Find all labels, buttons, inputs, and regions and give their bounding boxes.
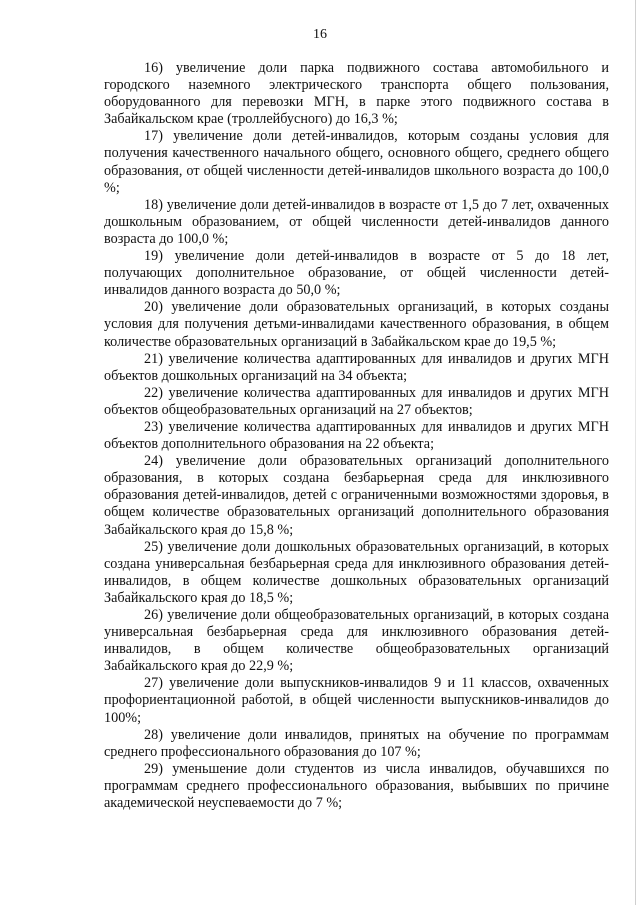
scan-edge-line bbox=[635, 0, 636, 905]
list-item-21: 21) увеличение количества адаптированных для инвалидов и других МГН объектов дошкольных организаций на 34 объекта; bbox=[104, 350, 609, 384]
list-item-23: 23) увеличение количества адаптированных для инвалидов и других МГН объектов дополнительного образования на 22 объекта; bbox=[104, 418, 609, 453]
list-item-18: 18) увеличение доли детей-инвалидов в возрасте от 1,5 до 7 лет, охваченных дошкольным образованием, от общей численности детей-инвалидов данного возраста до 100,0 %; bbox=[104, 196, 609, 247]
list-item-25: 25) увеличение доли дошкольных образовательных организаций, в которых создана универсальная безбарьерная среда для инклюзивного образования детей-инвалидов, в общем количестве дошкольных образовательных организаций Забайкальского края до 18,5 %; bbox=[104, 538, 609, 606]
list-item-20: 20) увеличение доли образовательных организаций, в которых созданы условия для получения детьми-инвалидами качественного образования, в общем количестве образовательных организаций в Забайкальском крае до 19,5 %; bbox=[104, 299, 609, 350]
list-item-28: 28) увеличение доли инвалидов, принятых на обучение по программам среднего профессионального образования до 107 %; bbox=[104, 726, 609, 760]
list-item-19: 19) увеличение доли детей-инвалидов в возрасте от 5 до 18 лет, получающих дополнительное образование, от общей численности детей-инвалидов данного возраста до 50,0 %; bbox=[104, 248, 609, 299]
document-body bbox=[104, 60, 609, 812]
page-number: 16 bbox=[313, 27, 327, 42]
list-item-24: 24) увеличение доли образовательных организаций дополнительного образования, в которых создана безбарьерная среда для инклюзивного образования детей-инвалидов, детей с ограниченными возможностями здоровья, в общем количестве образовательных организаций дополнительного образования Забайкальского края до 15,8 %; bbox=[104, 453, 609, 538]
list-item-26: 26) увеличение доли общеобразовательных организаций, в которых создана универсальная безбарьерная среда для инклюзивного образования детей-инвалидов, в общем количестве общеобразовательных организаций Забайкальского края до 22,9 %; bbox=[104, 607, 609, 675]
list-item-29: 29) уменьшение доли студентов из числа инвалидов, обучавшихся по программам среднего профессионального образования, выбывших по причине академической неуспеваемости до 7 %; bbox=[104, 760, 609, 812]
list-item-16: 16) увеличение доли парка подвижного состава автомобильного и городского наземного электрического транспорта общего пользования, оборудованного для перевозки МГН, в парке этого подвижного состава в Забайкальском крае (троллейбусного) до 16,3 %; bbox=[104, 60, 609, 128]
list-item-27: 27) увеличение доли выпускников-инвалидов 9 и 11 классов, охваченных профориентационной работой, в общей численности выпускников-инвалидов до 100%; bbox=[104, 675, 609, 726]
list-item-17: 17) увеличение доли детей-инвалидов, которым созданы условия для получения качественного начального общего, основного общего, среднего общего образования, от общей численности детей-инвалидов школьного возраста до 100,0 %; bbox=[104, 128, 609, 196]
list-item-22: 22) увеличение количества адаптированных для инвалидов и других МГН объектов общеобразовательных организаций на 27 объектов; bbox=[104, 384, 609, 418]
